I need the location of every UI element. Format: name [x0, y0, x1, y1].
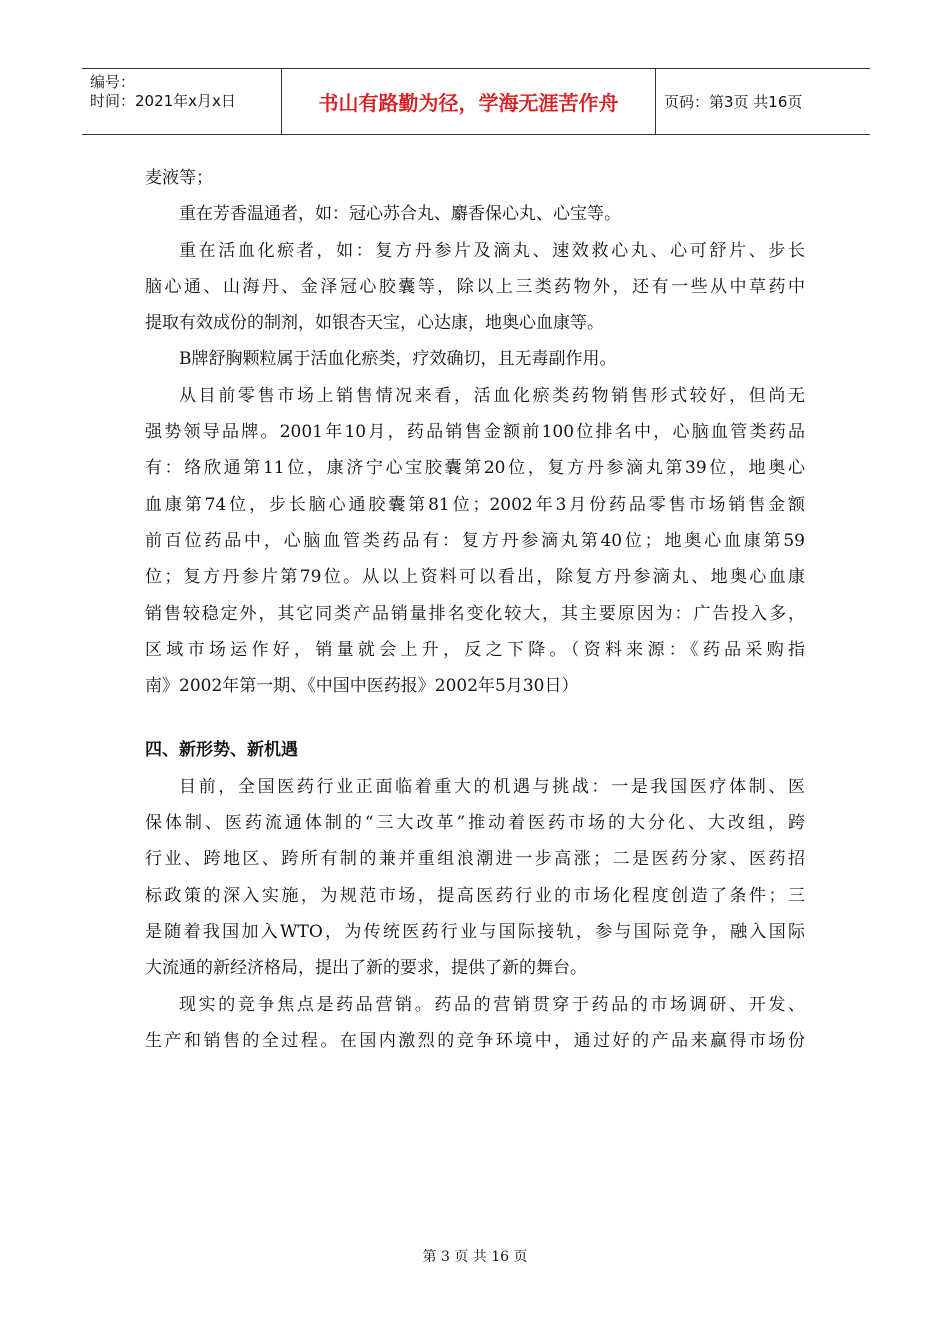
body-line: 南》2002年第一期、《中国中医药报》2002年5月30日） — [145, 676, 579, 697]
body-line: 前百位药品中，心脑血管类药品有：复方丹参滴丸第40位；地奥心血康第59 — [145, 530, 805, 551]
body-line: B牌舒胸颗粒属于活血化瘀类，疗效确切，且无毒副作用。 — [179, 349, 617, 370]
body-line: 标政策的深入实施，为规范市场，提高医药行业的市场化程度创造了条件；三 — [145, 885, 805, 906]
document-body — [145, 160, 805, 1059]
page-header — [82, 68, 870, 135]
body-line: 血康第74位，步长脑心通胶囊第81位；2002年3月份药品零售市场销售金额 — [145, 494, 805, 515]
body-line: 行业、跨地区、跨所有制的兼并重组浪潮进一步高涨；二是医药分家、医药招 — [145, 849, 805, 870]
body-line: 生产和销售的全过程。在国内激烈的竞争环境中，通过好的产品来赢得市场份 — [145, 1030, 805, 1051]
body-line: 提取有效成份的制剂，如银杏天宝，心达康，地奥心血康等。 — [145, 313, 604, 334]
body-line: 是随着我国加入WTO，为传统医药行业与国际接轨，参与国际竞争，融入国际 — [145, 921, 805, 942]
page-footer: 第 3 页 共 16 页 — [422, 1249, 528, 1265]
body-line: 脑心通、山海丹、金泽冠心胶囊等，除以上三类药物外，还有一些从中草药中 — [145, 276, 805, 297]
header-page-info: 页码：第3页 共16页 — [664, 93, 803, 111]
body-line: 从目前零售市场上销售情况来看，活血化瘀类药物销售形式较好，但尚无 — [179, 385, 805, 406]
section-gap — [145, 704, 805, 732]
body-line: 目前，全国医药行业正面临着重大的机遇与挑战：一是我国医疗体制、医 — [179, 776, 805, 797]
body-line: 区域市场运作好，销量就会上升，反之下降。（资料来源：《药品采购指 — [145, 639, 805, 660]
document-date: 时间：2021年x月x日 — [90, 92, 236, 110]
header-motto: 书山有路勤为径，学海无涯苦作舟 — [282, 69, 656, 134]
body-line: 销售较稳定外，其它同类产品销量排名变化较大，其主要原因为：广告投入多， — [145, 603, 805, 624]
body-line: 重在芳香温通者，如：冠心苏合丸、麝香保心丸、心宝等。 — [179, 204, 621, 225]
section-heading: 四、新形势、新机遇 — [145, 740, 298, 761]
document-number: 编号： — [90, 73, 136, 91]
body-line: 强势领导品牌。2001年10月，药品销售金额前100位排名中，心脑血管类药品 — [145, 422, 805, 443]
body-line: 重在活血化瘀者，如：复方丹参片及滴丸、速效救心丸、心可舒片、步长 — [179, 240, 805, 261]
body-line: 现实的竞争焦点是药品营销。药品的营销贯穿于药品的市场调研、开发、 — [179, 994, 805, 1015]
body-line: 有：络欣通第11位，康济宁心宝胶囊第20位，复方丹参滴丸第39位，地奥心 — [145, 458, 805, 479]
body-line: 大流通的新经济格局，提出了新的要求，提供了新的舞台。 — [145, 958, 587, 979]
body-line: 位；复方丹参片第79位。从以上资料可以看出，除复方丹参滴丸、地奥心血康 — [145, 567, 805, 588]
body-line: 麦液等； — [145, 168, 213, 188]
header-meta — [82, 69, 282, 134]
body-line: 保体制、医药流通体制的“三大改革”推动着医药市场的大分化、大改组，跨 — [145, 813, 805, 834]
